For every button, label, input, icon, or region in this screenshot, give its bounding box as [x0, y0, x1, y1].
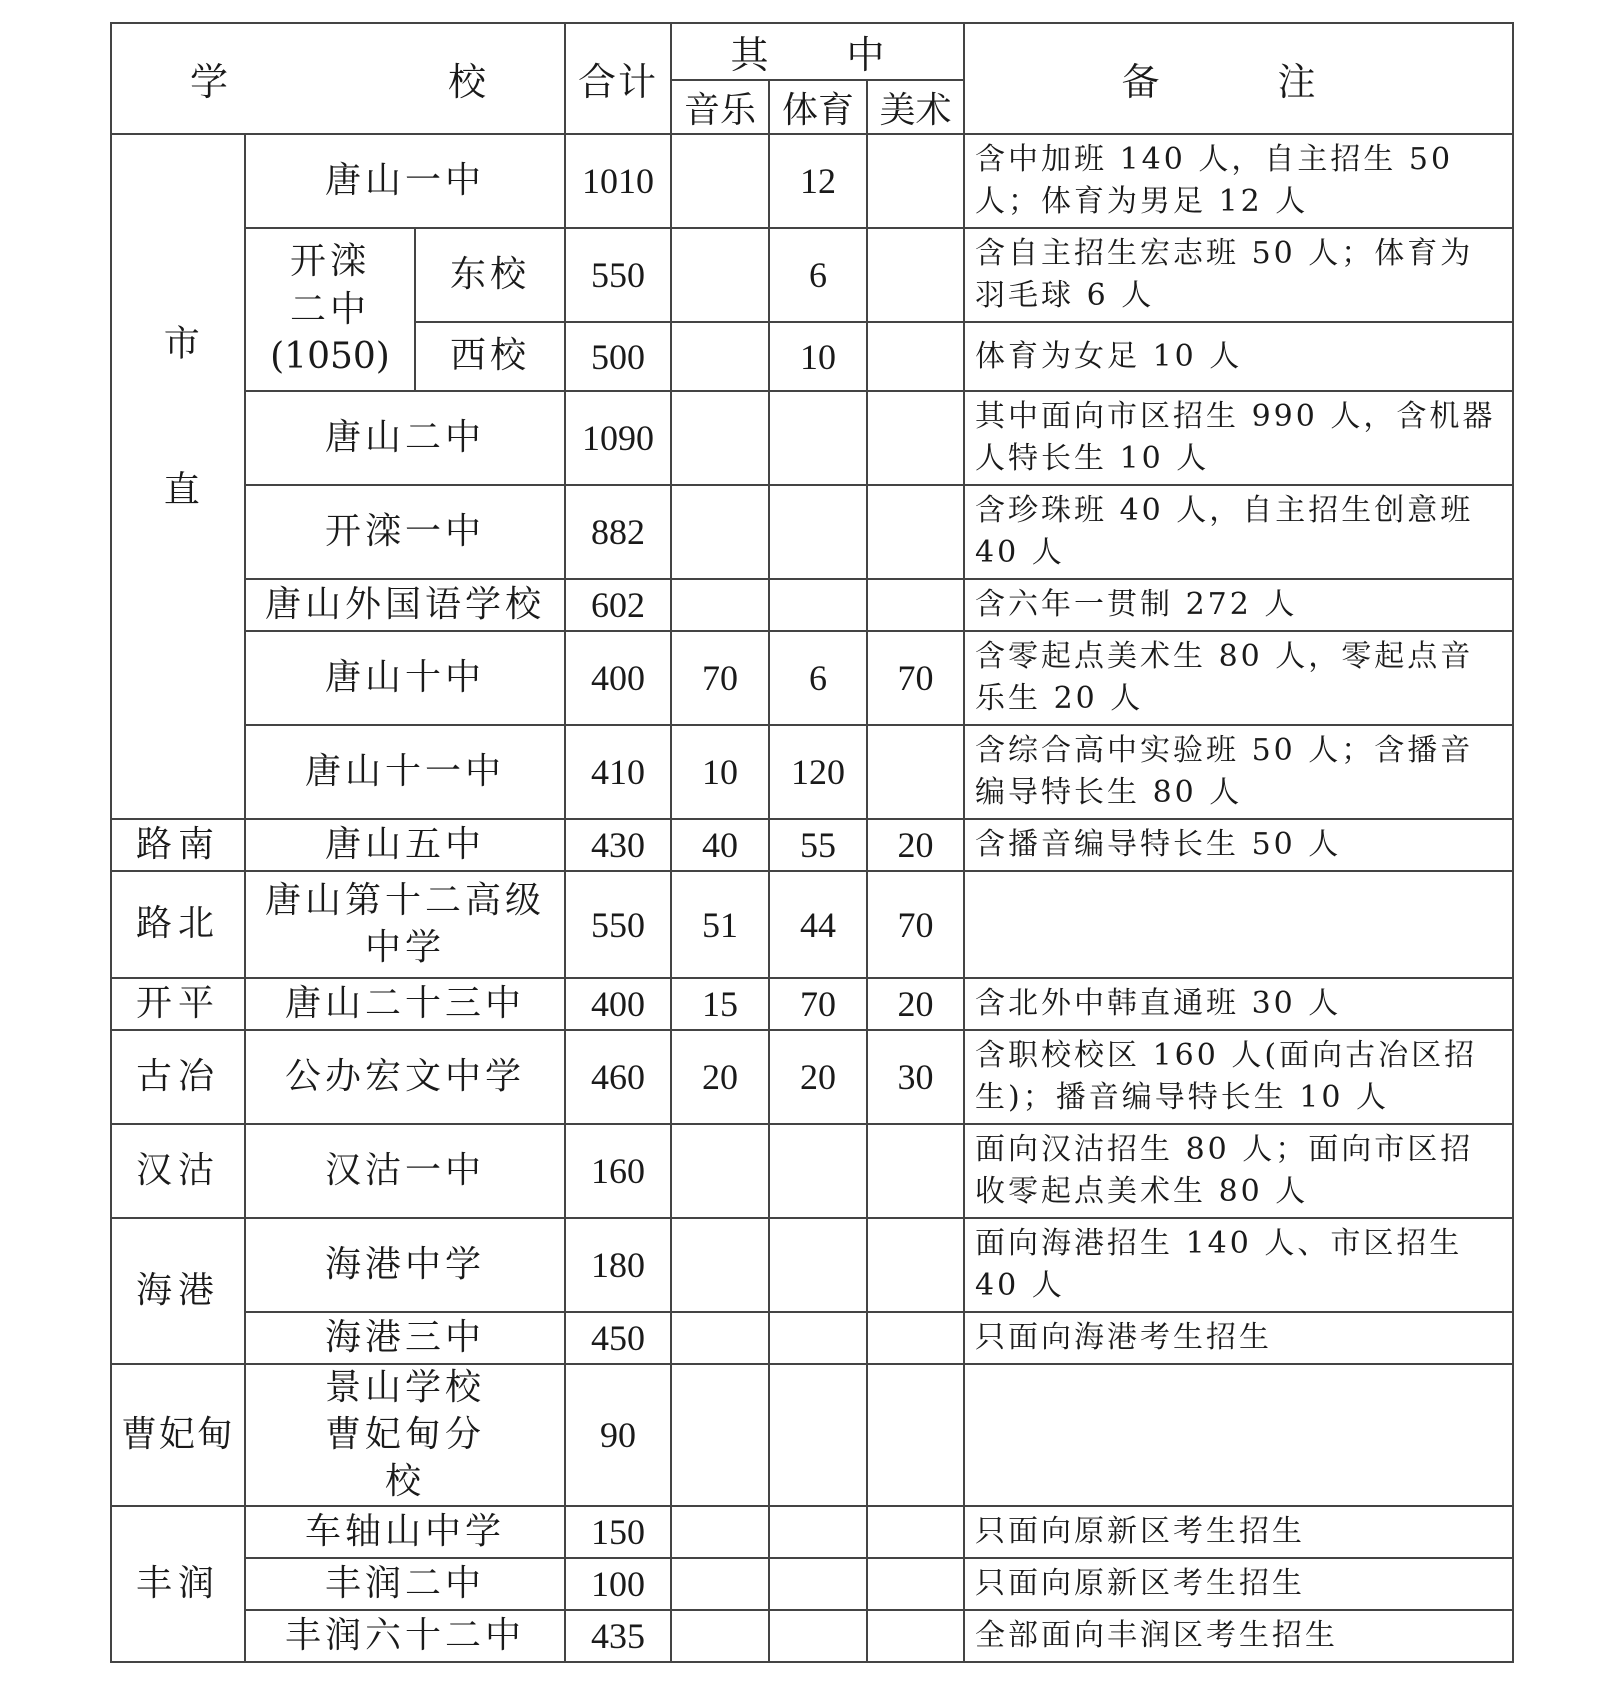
note-cell: 面向海港招生 140 人、市区招生 40 人: [964, 1218, 1513, 1312]
music-cell: 40: [671, 819, 769, 871]
table-row: [111, 725, 1513, 819]
sports-cell: 6: [769, 228, 867, 322]
total-cell: 1090: [565, 391, 671, 485]
sports-cell: 12: [769, 134, 867, 228]
note-cell: 含零起点美术生 80 人，零起点音乐生 20 人: [964, 631, 1513, 725]
total-cell: 180: [565, 1218, 671, 1312]
school-name: 景山学校曹妃甸分校: [245, 1364, 565, 1506]
table-row: [111, 819, 1513, 871]
total-cell: 400: [565, 978, 671, 1030]
art-cell: [867, 391, 964, 485]
school-name: 唐山第十二高级中学: [245, 871, 565, 978]
music-cell: [671, 1218, 769, 1312]
school-name: 公办宏文中学: [245, 1030, 565, 1124]
school-name: 汉沽一中: [245, 1124, 565, 1218]
sports-cell: [769, 485, 867, 579]
table-row: [111, 1312, 1513, 1364]
art-cell: [867, 1558, 964, 1610]
sports-cell: [769, 1124, 867, 1218]
music-cell: [671, 228, 769, 322]
sports-cell: [769, 579, 867, 631]
music-cell: [671, 1558, 769, 1610]
school-group-count: (1050): [270, 336, 390, 378]
art-cell: [867, 322, 964, 391]
music-cell: 20: [671, 1030, 769, 1124]
total-cell: 550: [565, 871, 671, 978]
school-name: 开滦一中: [245, 485, 565, 579]
total-cell: 150: [565, 1506, 671, 1558]
total-cell: 1010: [565, 134, 671, 228]
art-cell: 30: [867, 1030, 964, 1124]
music-cell: [671, 1364, 769, 1506]
art-cell: 20: [867, 819, 964, 871]
district-haigang: 海港: [111, 1218, 245, 1364]
total-cell: 90: [565, 1364, 671, 1506]
sports-cell: [769, 1312, 867, 1364]
district-fengrun: 丰润: [111, 1506, 245, 1662]
table-row: [111, 1218, 1513, 1312]
note-cell: [964, 871, 1513, 978]
school-name: 唐山五中: [245, 819, 565, 871]
header-art: 美术: [867, 80, 964, 134]
school-name: 唐山二十三中: [245, 978, 565, 1030]
table-row: [111, 485, 1513, 579]
art-cell: [867, 134, 964, 228]
music-cell: [671, 1124, 769, 1218]
total-cell: 882: [565, 485, 671, 579]
art-cell: [867, 1124, 964, 1218]
music-cell: 51: [671, 871, 769, 978]
sports-cell: 70: [769, 978, 867, 1030]
music-cell: [671, 1506, 769, 1558]
total-cell: 450: [565, 1312, 671, 1364]
music-cell: 15: [671, 978, 769, 1030]
district-hangu: 汉沽: [111, 1124, 245, 1218]
art-cell: [867, 579, 964, 631]
music-cell: [671, 134, 769, 228]
total-cell: 550: [565, 228, 671, 322]
school-name: 海港三中: [245, 1312, 565, 1364]
table-row: [111, 391, 1513, 485]
sports-cell: 55: [769, 819, 867, 871]
sports-cell: 6: [769, 631, 867, 725]
sports-cell: 44: [769, 871, 867, 978]
music-cell: [671, 322, 769, 391]
header-among: 其 中: [671, 23, 964, 80]
header-notes: 备 注: [964, 23, 1513, 134]
table-row: [111, 228, 1513, 322]
table-row: [111, 579, 1513, 631]
art-cell: [867, 1312, 964, 1364]
note-cell: 含中加班 140 人，自主招生 50 人；体育为男足 12 人: [964, 134, 1513, 228]
sports-cell: 120: [769, 725, 867, 819]
district-lunan: 路南: [111, 819, 245, 871]
art-cell: 70: [867, 871, 964, 978]
music-cell: [671, 485, 769, 579]
art-cell: 70: [867, 631, 964, 725]
note-cell: 只面向原新区考生招生: [964, 1506, 1513, 1558]
art-cell: [867, 1610, 964, 1662]
art-cell: [867, 1506, 964, 1558]
school-name: 唐山十中: [245, 631, 565, 725]
school-name: 唐山外国语学校: [245, 579, 565, 631]
district-kaiping: 开平: [111, 978, 245, 1030]
art-cell: [867, 228, 964, 322]
music-cell: 70: [671, 631, 769, 725]
note-cell: 含珍珠班 40 人，自主招生创意班 40 人: [964, 485, 1513, 579]
school-group-line: 二中: [289, 288, 370, 330]
table-row: [111, 1124, 1513, 1218]
note-cell: [964, 1364, 1513, 1506]
total-cell: 410: [565, 725, 671, 819]
table-row: [111, 978, 1513, 1030]
total-cell: 400: [565, 631, 671, 725]
table-row: [111, 871, 1513, 978]
total-cell: 430: [565, 819, 671, 871]
music-cell: [671, 1610, 769, 1662]
note-cell: 面向汉沽招生 80 人；面向市区招收零起点美术生 80 人: [964, 1124, 1513, 1218]
note-cell: 含自主招生宏志班 50 人；体育为羽毛球 6 人: [964, 228, 1513, 322]
sports-cell: [769, 391, 867, 485]
music-cell: [671, 579, 769, 631]
admissions-table: [110, 22, 1514, 1663]
art-cell: [867, 725, 964, 819]
district-guye: 古冶: [111, 1030, 245, 1124]
school-group-kailuan2: [245, 228, 415, 391]
art-cell: [867, 485, 964, 579]
sports-cell: [769, 1506, 867, 1558]
note-cell: 体育为女足 10 人: [964, 322, 1513, 391]
district-lubei: 路北: [111, 871, 245, 978]
note-cell: 只面向海港考生招生: [964, 1312, 1513, 1364]
total-cell: 100: [565, 1558, 671, 1610]
table-row: [111, 134, 1513, 228]
sports-cell: [769, 1364, 867, 1506]
table-row: [111, 1506, 1513, 1558]
music-cell: [671, 1312, 769, 1364]
note-cell: 含综合高中实验班 50 人；含播音编导特长生 80 人: [964, 725, 1513, 819]
header-sports: 体育: [769, 80, 867, 134]
header-music: 音乐: [671, 80, 769, 134]
school-name: 海港中学: [245, 1218, 565, 1312]
total-cell: 160: [565, 1124, 671, 1218]
note-cell: 含职校校区 160 人(面向古冶区招生)；播音编导特长生 10 人: [964, 1030, 1513, 1124]
sports-cell: 10: [769, 322, 867, 391]
note-cell: 含北外中韩直通班 30 人: [964, 978, 1513, 1030]
header-school: 学 校: [111, 23, 565, 134]
school-name: 丰润六十二中: [245, 1610, 565, 1662]
header-total: 合计: [565, 23, 671, 134]
sports-cell: [769, 1218, 867, 1312]
school-name: 车轴山中学: [245, 1506, 565, 1558]
table-row: [111, 631, 1513, 725]
sports-cell: [769, 1558, 867, 1610]
table-row: [111, 1558, 1513, 1610]
school-name: 唐山二中: [245, 391, 565, 485]
school-group-line: 开滦: [289, 241, 370, 283]
music-cell: 10: [671, 725, 769, 819]
school-name: 唐山十一中: [245, 725, 565, 819]
table-row: [111, 1610, 1513, 1662]
total-cell: 500: [565, 322, 671, 391]
total-cell: 602: [565, 579, 671, 631]
school-name: 唐山一中: [245, 134, 565, 228]
sports-cell: 20: [769, 1030, 867, 1124]
table-row: [111, 1030, 1513, 1124]
note-cell: 含六年一贯制 272 人: [964, 579, 1513, 631]
district-caofeidian: 曹妃甸: [111, 1364, 245, 1506]
total-cell: 460: [565, 1030, 671, 1124]
total-cell: 435: [565, 1610, 671, 1662]
campus-name: 西校: [415, 322, 565, 391]
sports-cell: [769, 1610, 867, 1662]
music-cell: [671, 391, 769, 485]
note-cell: 其中面向市区招生 990 人，含机器人特长生 10 人: [964, 391, 1513, 485]
note-cell: 含播音编导特长生 50 人: [964, 819, 1513, 871]
campus-name: 东校: [415, 228, 565, 322]
table-row: [111, 1364, 1513, 1506]
art-cell: [867, 1218, 964, 1312]
art-cell: 20: [867, 978, 964, 1030]
note-cell: 全部面向丰润区考生招生: [964, 1610, 1513, 1662]
art-cell: [867, 1364, 964, 1506]
school-name: 丰润二中: [245, 1558, 565, 1610]
district-shizhi: 市直: [111, 134, 245, 819]
note-cell: 只面向原新区考生招生: [964, 1558, 1513, 1610]
